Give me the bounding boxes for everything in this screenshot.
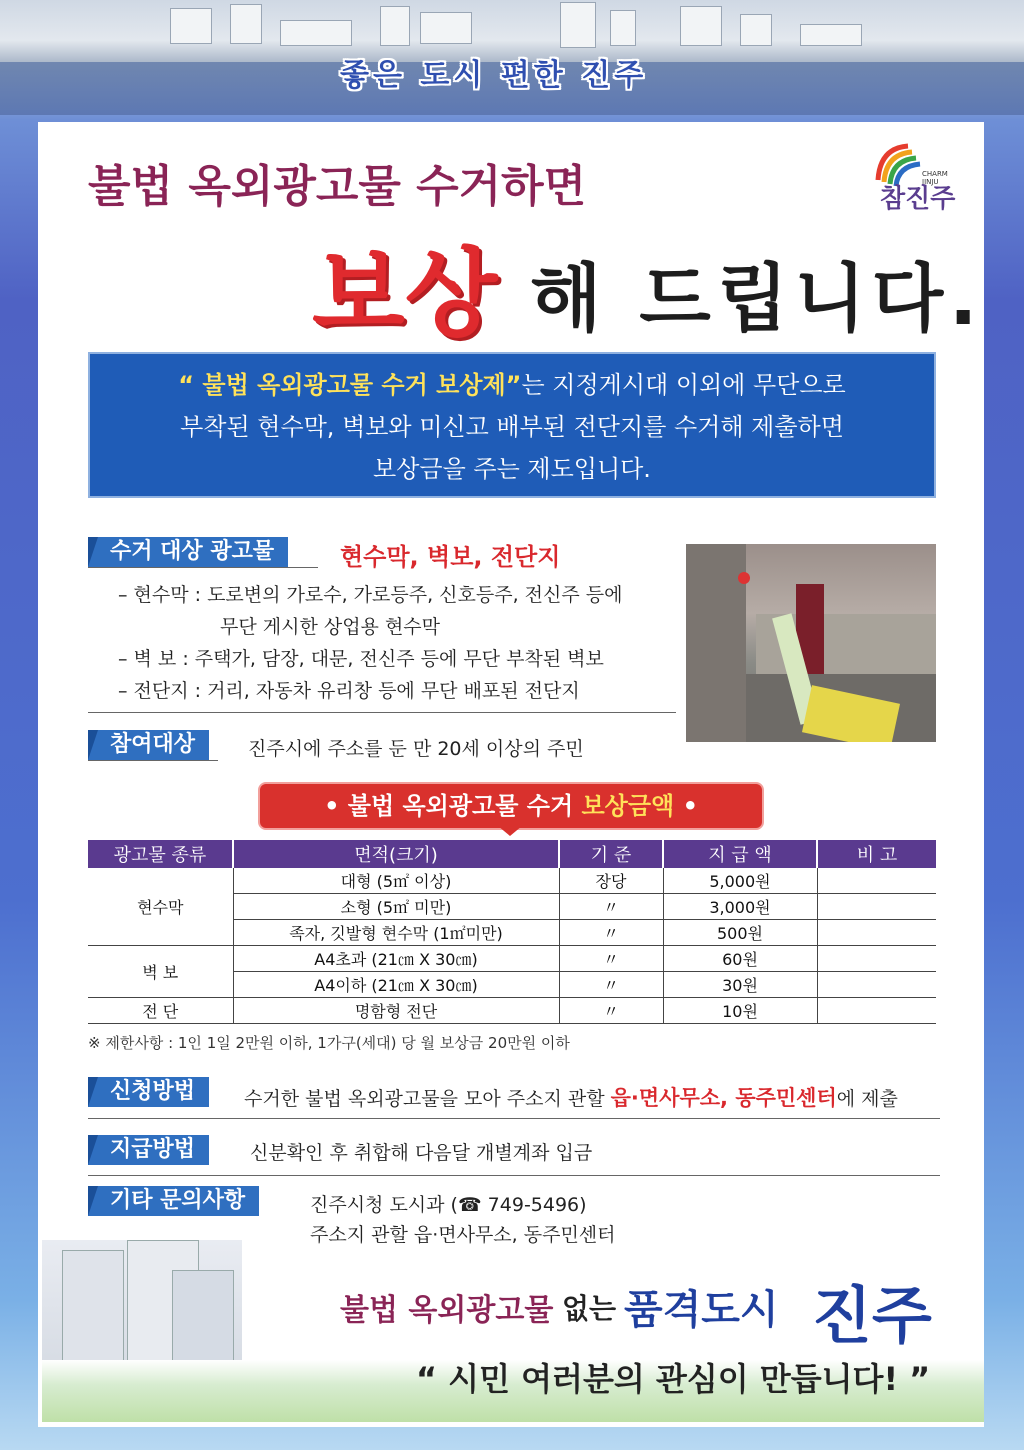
col-header: 비 고 — [817, 840, 936, 868]
footer-slogan: 없는 — [562, 1292, 617, 1325]
targets-value: 현수막, 벽보, 전단지 — [340, 543, 561, 571]
footer-slogan-city: 진주 — [812, 1279, 932, 1352]
banner-slogan: 좋은 도시 편한 진주 — [340, 58, 648, 93]
table-row: 소형 (5㎡ 미만) 〃 3,000원 — [88, 894, 936, 920]
participants-text: 진주시에 주소를 둔 만 20세 이상의 주민 — [248, 738, 584, 760]
tab-contact: 기타 문의사항 — [88, 1186, 259, 1216]
col-header: 광고물 종류 — [88, 840, 233, 868]
target-item: 무단 게시한 상업용 현수막 — [220, 616, 441, 638]
contact-line: 주소지 관할 읍·면사무소, 동주민센터 — [310, 1224, 616, 1246]
logo-korean: 참진주 — [880, 184, 956, 214]
table-row: A4이하 (21㎝ X 30㎝) 〃 30원 — [88, 972, 936, 998]
limit-note: ※ 제한사항 : 1인 1일 2만원 이하, 1가구(세대) 당 월 보상금 20만원 이하 — [88, 1034, 570, 1052]
compensation-table — [88, 840, 936, 1024]
logo-english: CHARM JINJU — [922, 170, 948, 186]
target-item: – 전단지 : 거리, 자동차 유리창 등에 무단 배포된 전단지 — [118, 680, 580, 702]
intro-box: “ 불법 옥외광고물 수거 보상제”는 지정게시대 이외에 무단으로 부착된 현수막, 벽보와 미신고 배부된 전단지를 수거해 제출하면 보상금을 주는 제도입니다. — [88, 352, 936, 498]
table-row: 전 단 명함형 전단 〃 10원 — [88, 998, 936, 1024]
tab-participants: 참여대상 — [88, 730, 209, 760]
tab-apply: 신청방법 — [88, 1077, 209, 1107]
table-row: 벽 보 A4초과 (21㎝ X 30㎝) 〃 60원 — [88, 946, 936, 972]
table-row: 족자, 깃발형 현수막 (1㎡미만) 〃 500원 — [88, 920, 936, 946]
tab-targets: 수거 대상 광고물 — [88, 537, 288, 567]
target-item: – 벽 보 : 주택가, 담장, 대문, 전신주 등에 무단 부착된 벽보 — [118, 648, 604, 670]
apply-text: 수거한 불법 옥외광고물을 모아 주소지 관할 읍·면사무소, 동주민센터에 제출 — [244, 1086, 898, 1110]
footer-tagline: “ 시민 여러분의 관심이 만듭니다! ” — [416, 1360, 931, 1398]
footer-slogan: 품격도시 — [624, 1287, 779, 1333]
footer-slogan: 불법 옥외광고물 — [340, 1293, 554, 1328]
tab-payment: 지급방법 — [88, 1135, 209, 1165]
contact-line: 진주시청 도시과 (☎ 749-5496) — [310, 1194, 587, 1216]
payment-text: 신분확인 후 취합해 다음달 개별계좌 입금 — [250, 1142, 593, 1164]
compensation-badge: • 불법 옥외광고물 수거 보상금액 • — [258, 782, 764, 830]
table-row: 현수막 대형 (5㎡ 이상) 장당 5,000원 — [88, 868, 936, 894]
headline: 불법 옥외광고물 수거하면 — [88, 161, 587, 212]
headline-sub: 해 드립니다. — [530, 256, 984, 342]
col-header: 지 급 액 — [663, 840, 817, 868]
target-item: – 현수막 : 도로변의 가로수, 가로등주, 신호등주, 전신주 등에 — [118, 584, 623, 606]
col-header: 기 준 — [559, 840, 663, 868]
headline-emphasis: 보상 — [312, 238, 498, 350]
col-header: 면적(크기) — [233, 840, 559, 868]
removal-photo — [686, 544, 936, 742]
